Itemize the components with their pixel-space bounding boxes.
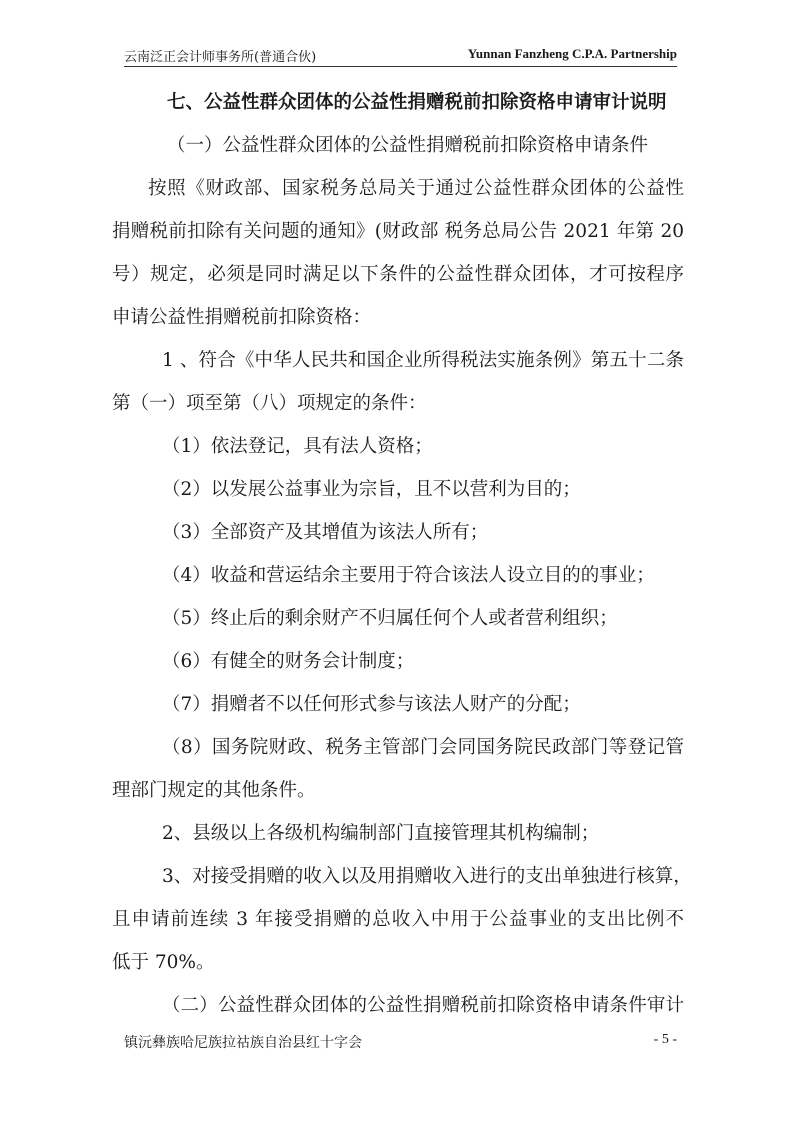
sub-condition: （6）有健全的财务会计制度； [162, 651, 415, 672]
sub-condition: （3）全部资产及其增值为该法人所有； [162, 522, 489, 543]
sub-condition: （4）收益和营运结余主要用于符合该法人设立目的的事业； [162, 565, 655, 586]
paragraph-line: 按照《财政部、国家税务总局关于通过公益性群众团体的公益性 [148, 178, 684, 199]
paragraph-line: 申请公益性捐赠税前扣除资格： [112, 307, 372, 328]
page-number: - 5 - [653, 1032, 677, 1047]
condition-3-line: 3、对接受捐赠的收入以及用捐赠收入进行的支出单独进行核算， [162, 866, 692, 887]
condition-1-line: 1 、符合《中华人民共和国企业所得税法实施条例》第五十二条 [162, 350, 684, 371]
condition-3-line: 且申请前连续 3 年接受捐赠的总收入中用于公益事业的支出比例不 [112, 909, 684, 930]
header-firm-name-en: Yunnan Fanzheng C.P.A. Partnership [467, 46, 677, 61]
subsection-heading-1: （一）公益性群众团体的公益性捐赠税前扣除资格申请条件 [167, 135, 649, 156]
paragraph-line: 捐赠税前扣除有关问题的通知》(财政部 税务总局公告 2021 年第 20 [112, 221, 684, 242]
condition-2: 2、县级以上各级机构编制部门直接管理其机构编制； [162, 823, 600, 844]
sub-condition: （2）以发展公益事业为宗旨，且不以营利为目的； [162, 479, 581, 500]
sub-condition: （5）终止后的剩余财产不归属任何个人或者营利组织； [162, 608, 618, 629]
condition-1-line: 第（一）项至第（八）项规定的条件： [112, 393, 427, 414]
sub-condition: 理部门规定的其他条件。 [112, 780, 316, 801]
condition-3-line: 低于 70%。 [112, 952, 215, 973]
sub-condition: （7）捐赠者不以任何形式参与该法人财产的分配； [162, 694, 581, 715]
footer-organization: 镇沅彝族哈尼族拉祜族自治县红十字会 [124, 1035, 362, 1051]
sub-condition: （1）依法登记，具有法人资格； [162, 436, 433, 457]
paragraph-line: 号）规定，必须是同时满足以下条件的公益性群众团体，才可按程序 [112, 264, 684, 285]
section-title: 七、公益性群众团体的公益性捐赠税前扣除资格申请审计说明 [167, 92, 667, 113]
sub-condition: （8）国务院财政、税务主管部门会同国务院民政部门等登记管 [162, 737, 684, 758]
header-firm-name-cn: 云南泛正会计师事务所(普通合伙) [124, 50, 317, 65]
page-header [124, 44, 677, 67]
subsection-heading-2: （二）公益性群众团体的公益性捐赠税前扣除资格申请条件审计 [162, 995, 684, 1016]
page-footer [124, 1032, 677, 1052]
